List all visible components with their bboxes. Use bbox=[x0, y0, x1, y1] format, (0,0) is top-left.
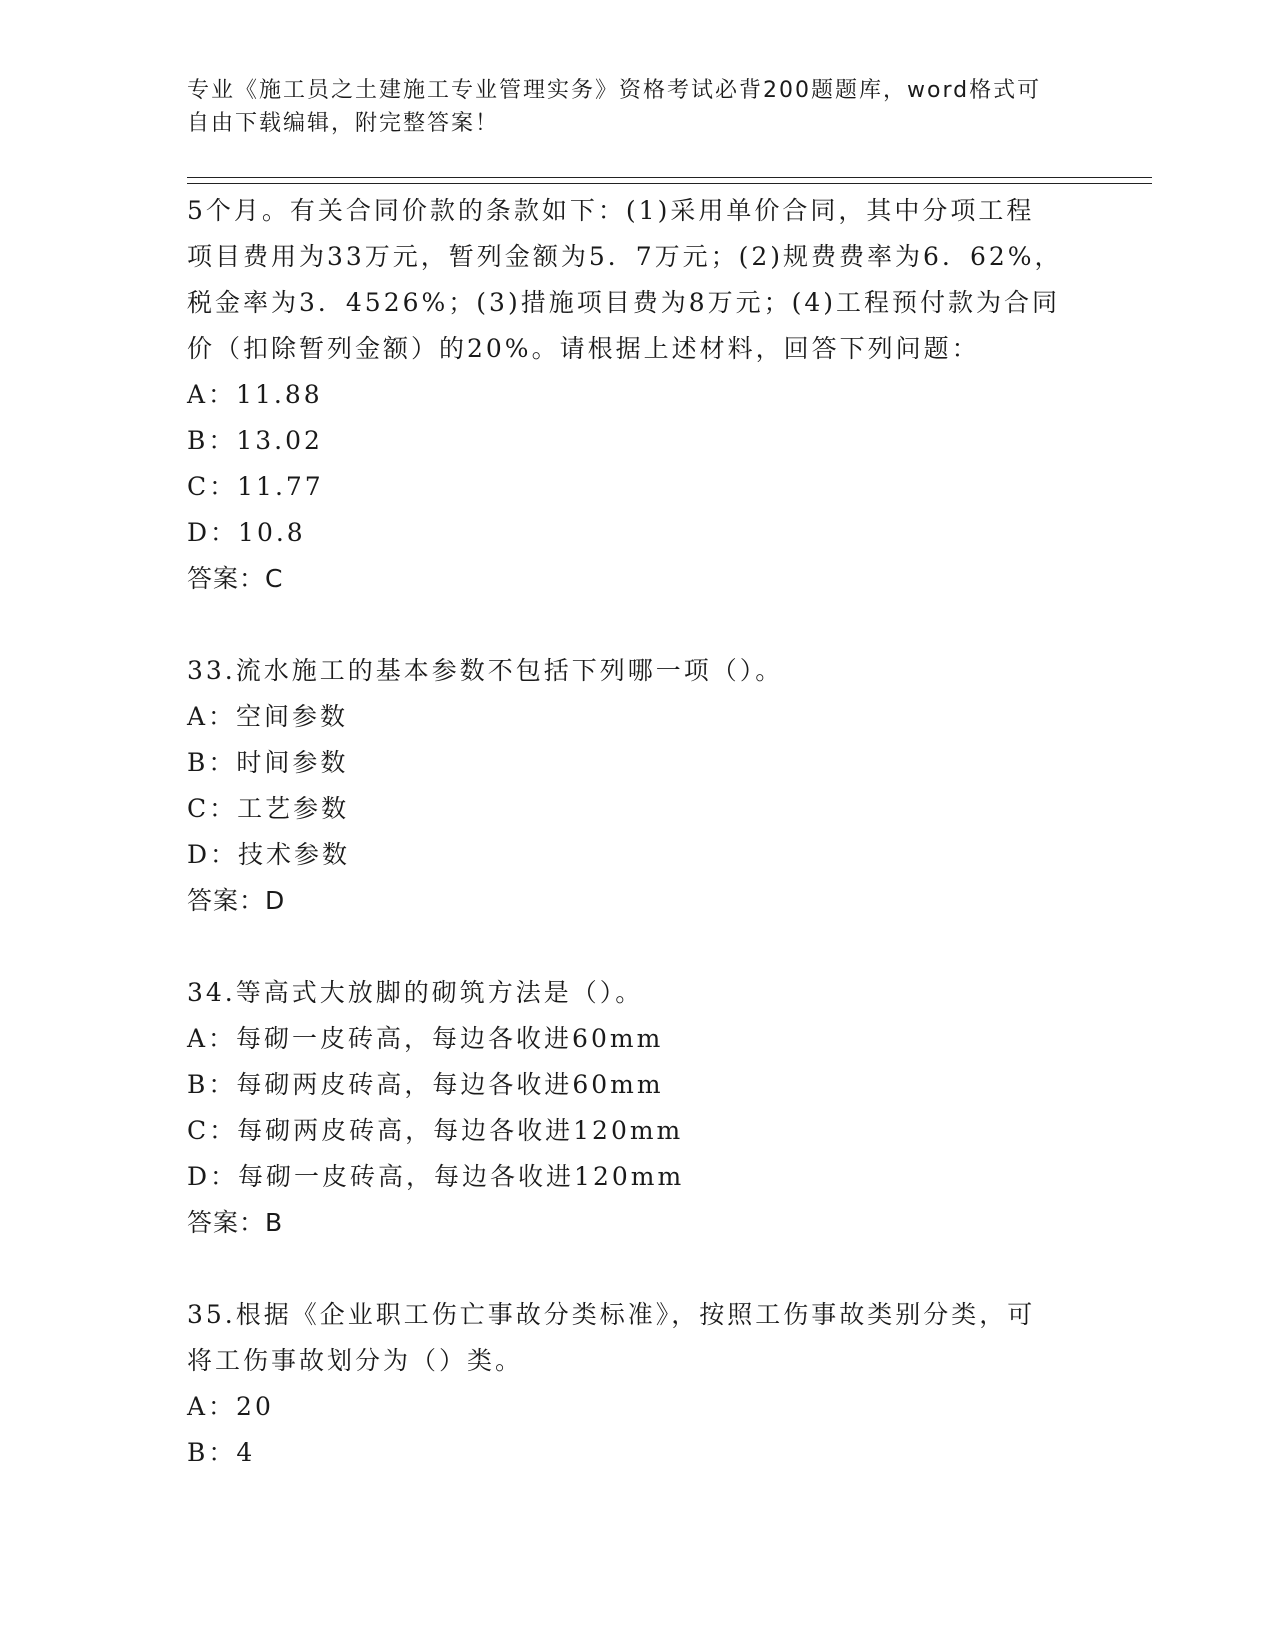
question-35 bbox=[187, 1292, 1087, 1476]
question-32-continuation bbox=[187, 188, 1087, 602]
question-text-line: 价（扣除暂列金额）的20%。请根据上述材料，回答下列问题： bbox=[187, 334, 980, 363]
option-d: D：技术参数 bbox=[187, 840, 351, 869]
question-34 bbox=[187, 970, 1087, 1246]
option-a: A：空间参数 bbox=[187, 702, 349, 731]
question-stem-line: 将工伤事故划分为（）类。 bbox=[187, 1346, 524, 1375]
question-spacer bbox=[187, 924, 1087, 970]
option-d: D：10.8 bbox=[187, 518, 306, 547]
option-c: C：每砌两皮砖高，每边各收进120mm bbox=[187, 1116, 684, 1145]
header-divider-bottom bbox=[187, 183, 1152, 184]
header-line-2: 自由下载编辑，附完整答案！ bbox=[187, 111, 500, 136]
option-b: B：4 bbox=[187, 1438, 256, 1467]
option-d: D：每砌一皮砖高，每边各收进120mm bbox=[187, 1162, 685, 1191]
option-b: B：13.02 bbox=[187, 426, 323, 455]
question-text-line: 项目费用为33万元，暂列金额为5．7万元；(2)规费费率为6．62%， bbox=[187, 242, 1063, 271]
document-header bbox=[187, 74, 1067, 140]
answer-line: 答案：D bbox=[187, 886, 286, 915]
header-divider-top bbox=[187, 177, 1152, 178]
question-text-line: 税金率为3．4526%；(3)措施项目费为8万元；(4)工程预付款为合同 bbox=[187, 288, 1061, 317]
option-b: B：每砌两皮砖高，每边各收进60mm bbox=[187, 1070, 664, 1099]
header-line-1: 专业《施工员之土建施工专业管理实务》资格考试必背200题题库，word格式可 bbox=[187, 78, 1042, 103]
question-spacer bbox=[187, 1246, 1087, 1292]
option-a: A：11.88 bbox=[187, 380, 323, 409]
question-stem-line: 35.根据《企业职工伤亡事故分类标准》，按照工伤事故类别分类，可 bbox=[187, 1300, 1036, 1329]
option-b: B：时间参数 bbox=[187, 748, 349, 777]
question-stem: 34.等高式大放脚的砌筑方法是（）。 bbox=[187, 978, 644, 1007]
question-stem: 33.流水施工的基本参数不包括下列哪一项（）。 bbox=[187, 656, 784, 685]
option-a: A：每砌一皮砖高，每边各收进60mm bbox=[187, 1024, 664, 1053]
question-spacer bbox=[187, 602, 1087, 648]
document-body bbox=[187, 188, 1087, 1476]
option-a: A：20 bbox=[187, 1392, 274, 1421]
option-c: C：工艺参数 bbox=[187, 794, 350, 823]
question-text-line: 5个月。有关合同价款的条款如下：(1)采用单价合同，其中分项工程 bbox=[187, 196, 1035, 225]
option-c: C：11.77 bbox=[187, 472, 324, 501]
answer-line: 答案：C bbox=[187, 564, 284, 593]
question-33 bbox=[187, 648, 1087, 924]
answer-line: 答案：B bbox=[187, 1208, 284, 1237]
